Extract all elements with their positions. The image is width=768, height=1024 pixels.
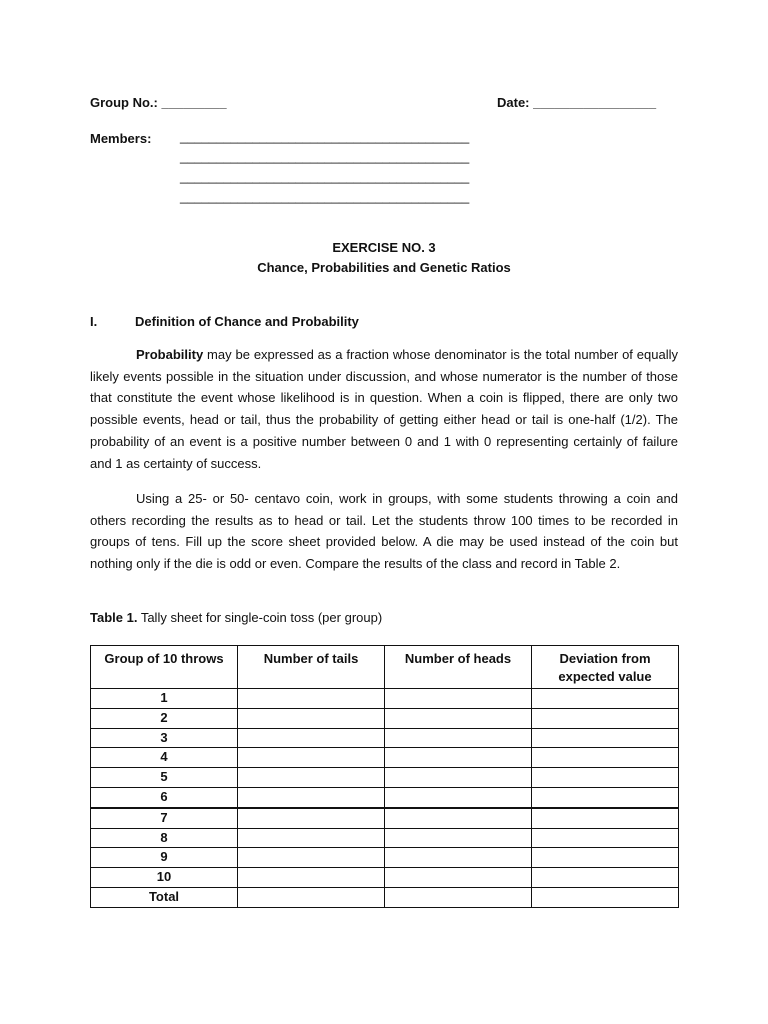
table-row [91,768,679,788]
group-number-blank: _________ [161,95,227,110]
row-label: 2 [91,708,238,728]
tally-table [90,645,679,908]
tails-cell[interactable] [238,689,385,709]
heads-total-cell[interactable] [385,887,532,907]
table-row [91,868,679,888]
deviation-cell[interactable] [532,848,679,868]
deviation-cell[interactable] [532,768,679,788]
deviation-cell[interactable] [532,808,679,828]
heads-cell[interactable] [385,848,532,868]
heads-cell[interactable] [385,728,532,748]
header-group: Group of 10 throws [91,646,238,689]
table-row [91,689,679,709]
table-row [91,828,679,848]
tails-cell[interactable] [238,748,385,768]
row-label: 9 [91,848,238,868]
deviation-cell[interactable] [532,748,679,768]
date-blank: _________________ [533,95,657,110]
tails-cell[interactable] [238,787,385,807]
table-caption [90,610,382,625]
row-label: 8 [91,828,238,848]
tails-cell[interactable] [238,868,385,888]
row-label: 5 [91,768,238,788]
header-deviation: Deviation from expected value [532,646,679,689]
group-number-label: Group No.: [90,95,158,110]
row-label-total: Total [91,887,238,907]
deviation-cell[interactable] [532,828,679,848]
heads-cell[interactable] [385,808,532,828]
table-header-row [91,646,679,689]
row-label: 4 [91,748,238,768]
instructions-text: Using a 25- or 50- centavo coin, work in groups, with some students throwing a coin and others recording the results as to head or tail. Let the students throw 100 times to be recorded in groups of tens. Fill up the score sheet provided below. A die may be used instead of the coin but nothing only if the die is odd or even. Compare the results of the class and record in Table 2. [90,491,678,572]
tails-total-cell[interactable] [238,887,385,907]
tails-cell[interactable] [238,828,385,848]
table-row [91,808,679,828]
paragraph-probability [90,344,678,474]
header-heads: Number of heads [385,646,532,689]
heads-cell[interactable] [385,689,532,709]
table-row [91,848,679,868]
heads-cell[interactable] [385,868,532,888]
heads-cell[interactable] [385,768,532,788]
deviation-cell[interactable] [532,868,679,888]
row-label: 7 [91,808,238,828]
member-line-1: ________________________________________ [180,129,470,144]
heads-cell[interactable] [385,748,532,768]
table-row-total [91,887,679,907]
row-label: 10 [91,868,238,888]
table-caption-text: Tally sheet for single-coin toss (per group) [137,610,383,625]
row-label: 3 [91,728,238,748]
deviation-total-cell[interactable] [532,887,679,907]
section-number: I. [90,314,98,329]
header-tails: Number of tails [238,646,385,689]
group-number-field [90,95,227,110]
deviation-cell[interactable] [532,728,679,748]
member-line-4: ________________________________________ [180,189,470,204]
probability-term: Probability [136,347,204,362]
table-row [91,728,679,748]
section-heading: Definition of Chance and Probability [135,314,359,329]
deviation-cell[interactable] [532,708,679,728]
table-row [91,708,679,728]
row-label: 6 [91,787,238,807]
table-row [91,748,679,768]
member-line-2: ________________________________________ [180,149,470,164]
member-line-3: ________________________________________ [180,169,470,184]
members-label: Members: [90,131,152,146]
deviation-cell[interactable] [532,689,679,709]
paragraph-instructions [90,488,678,575]
probability-text: may be expressed as a fraction whose denominator is the total number of equally likely events possible in the situation under discussion, and whose numerator is the number of those that constitute the event whose likelihood is in question. When a coin is flipped, there are only two possible events, head or tail, thus the probability of getting either head or tail is one-half (1/2). The probability of an event is a positive number between 0 and 1 with 0 representing certainly of failure and 1 as certainty of success. [90,347,678,471]
tails-cell[interactable] [238,768,385,788]
tails-cell[interactable] [238,728,385,748]
heads-cell[interactable] [385,708,532,728]
tails-cell[interactable] [238,808,385,828]
deviation-cell[interactable] [532,787,679,807]
tails-cell[interactable] [238,848,385,868]
exercise-title: EXERCISE NO. 3 [332,240,436,255]
heads-cell[interactable] [385,828,532,848]
heads-cell[interactable] [385,787,532,807]
tails-cell[interactable] [238,708,385,728]
date-label: Date: [497,95,530,110]
row-label: 1 [91,689,238,709]
table-row [91,787,679,807]
table-caption-label: Table 1. [90,610,138,625]
date-field [497,95,656,110]
exercise-subtitle: Chance, Probabilities and Genetic Ratios [257,260,511,275]
